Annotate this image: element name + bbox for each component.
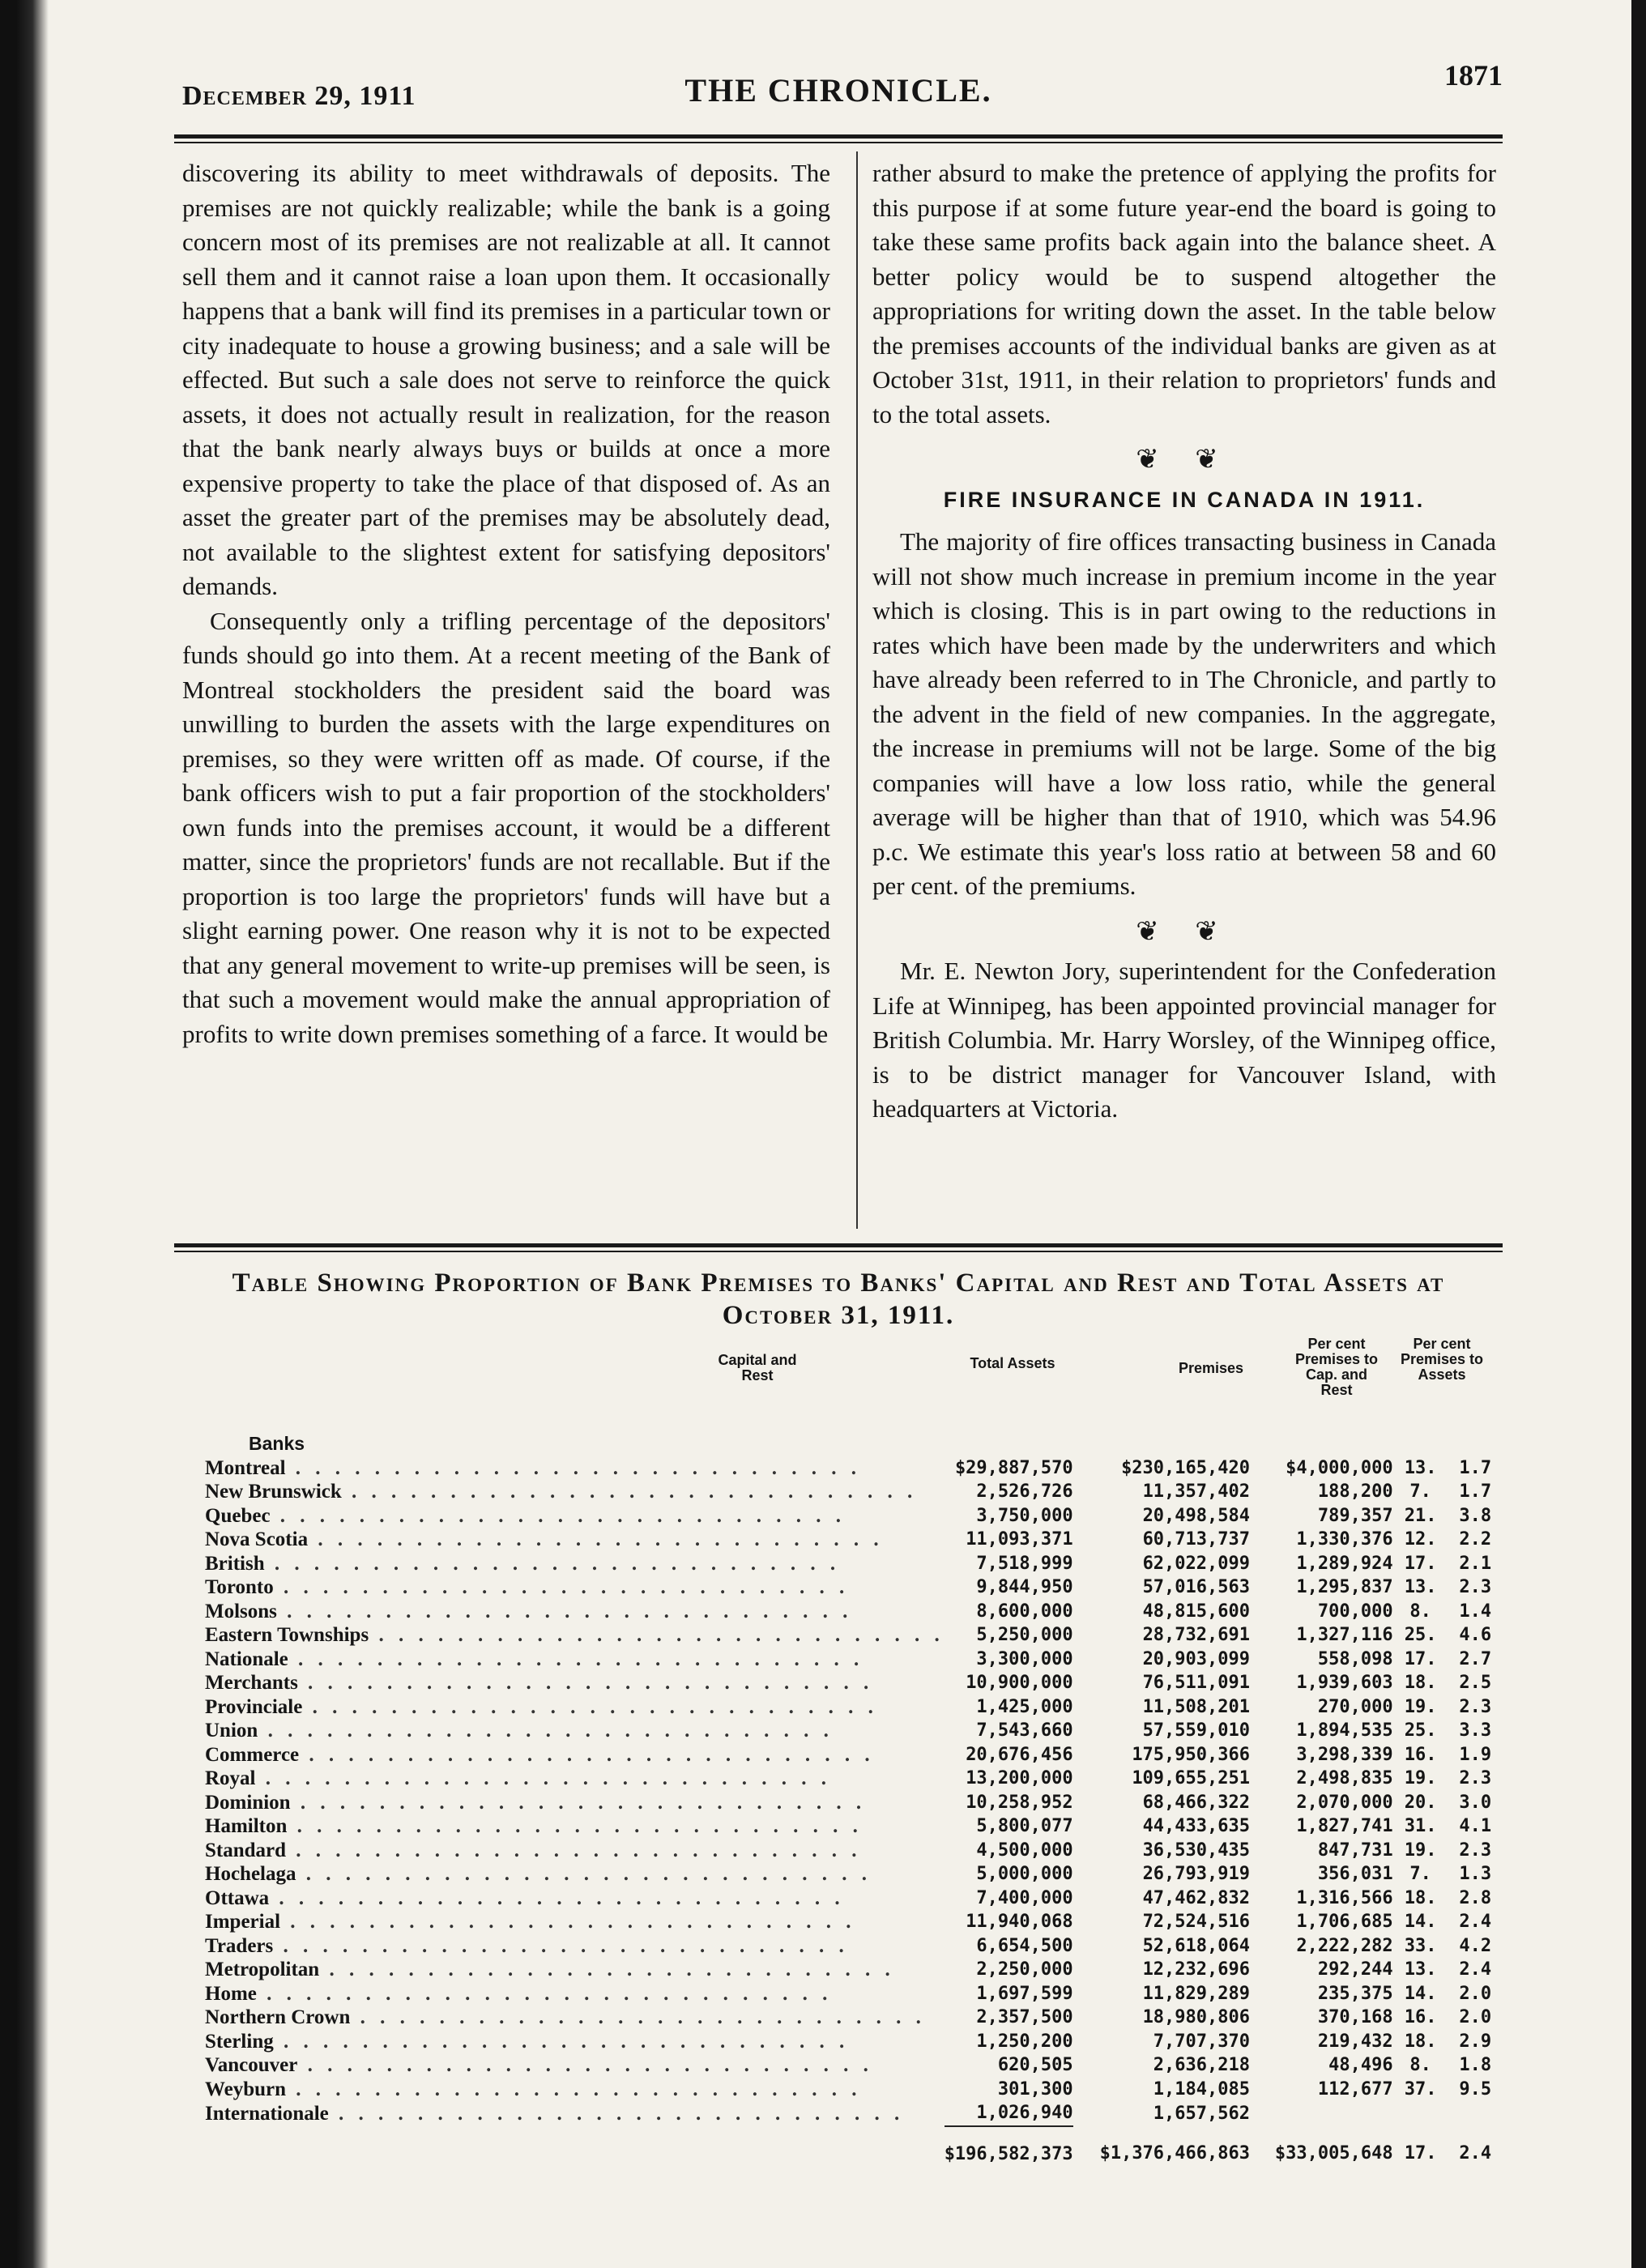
publication-title: THE CHRONICLE. xyxy=(684,72,992,109)
pct-premises-to-assets: 3.3 xyxy=(1459,1720,1492,1741)
premises-value: 3,298,339 xyxy=(1296,1744,1393,1765)
pct-premises-to-assets: 2.9 xyxy=(1459,2031,1492,2052)
table-row xyxy=(205,1814,1503,1839)
total-assets: 1,657,562 xyxy=(1153,2103,1251,2124)
leader-dots: . . . . . . . . . . . . . . . . . . . . . . . . . . . . . xyxy=(270,1504,846,1527)
capital-and-rest: 1,026,940 xyxy=(976,2103,1073,2123)
capital-and-rest: 9,844,950 xyxy=(976,1577,1073,1597)
premises-value: 219,432 xyxy=(1317,2031,1393,2052)
pct-premises-to-assets xyxy=(1448,2101,1503,2126)
bank-label: Eastern Townships xyxy=(205,1624,369,1646)
table-rule xyxy=(174,1243,1503,1247)
premises-value: 1,939,603 xyxy=(1296,1673,1393,1693)
premises-value xyxy=(1250,2101,1393,2126)
table-row xyxy=(205,1886,1503,1911)
capital-and-rest: 4,500,000 xyxy=(976,1840,1073,1861)
bank-name xyxy=(205,1767,945,1791)
pct-premises-to-cap: 7. xyxy=(1409,1864,1431,1884)
total-assets: 11,829,289 xyxy=(1142,1983,1251,2004)
bank-label: Royal xyxy=(205,1767,256,1789)
bank-label: Toronto xyxy=(205,1576,274,1598)
table-row xyxy=(205,1743,1503,1767)
total-assets: 68,466,322 xyxy=(1142,1792,1251,1813)
premises-value: 789,357 xyxy=(1317,1505,1393,1526)
bank-label: New Brunswick xyxy=(205,1481,342,1503)
bank-name xyxy=(205,1552,945,1576)
header-pct-cap: Per cent Premises to Cap. and Rest xyxy=(1294,1336,1379,1398)
bank-data-table xyxy=(205,1432,1503,2171)
premises-value: 1,295,837 xyxy=(1296,1577,1393,1597)
table-row xyxy=(205,2101,1503,2126)
bank-name xyxy=(205,1623,945,1648)
total-assets: 20,903,099 xyxy=(1142,1648,1251,1669)
premises-value: 2,222,282 xyxy=(1296,1935,1393,1956)
pct-premises-to-assets: 2.3 xyxy=(1459,1840,1492,1861)
premises-value: 2,070,000 xyxy=(1296,1792,1393,1813)
pct-premises-to-cap: 37. xyxy=(1404,2078,1437,2100)
pct-premises-to-cap: 8. xyxy=(1409,1601,1431,1622)
bank-name xyxy=(205,2006,945,2030)
total-assets: 7,707,370 xyxy=(1153,2031,1251,2052)
total-pct-cap: 17. xyxy=(1404,2143,1437,2164)
bank-name xyxy=(205,1575,945,1600)
table-title xyxy=(174,1267,1503,1332)
capital-and-rest: 1,697,599 xyxy=(976,1983,1073,2004)
table-row xyxy=(205,1839,1503,1863)
bank-label: Nationale xyxy=(205,1648,288,1670)
continuation-paragraph: rather absurd to make the pretence of applying the profits for this purpose if at some future year-end the board is going to take these same profits back again into the balance sheet. A better policy would be to suspend altogether the appropriations for writing down the asset. In the table below the premises accounts of the individual banks are given as at October 31st, 1911, in their relation to proprietors' funds and to the total assets. xyxy=(872,159,1496,428)
bank-label: Ottawa xyxy=(205,1886,270,1909)
total-assets: 1,184,085 xyxy=(1153,2078,1251,2100)
premises-value: 558,098 xyxy=(1317,1648,1393,1669)
header-pct-assets: Per cent Premises to Assets xyxy=(1400,1336,1484,1383)
bank-label: Commerce xyxy=(205,1743,300,1766)
capital-and-rest: 3,300,000 xyxy=(976,1648,1073,1669)
bank-label: Imperial xyxy=(205,1911,281,1933)
premises-value: 1,827,741 xyxy=(1296,1816,1393,1836)
capital-and-rest: 2,250,000 xyxy=(976,1959,1073,1980)
pct-premises-to-assets: 2.0 xyxy=(1459,2007,1492,2027)
total-assets: 18,980,806 xyxy=(1142,2007,1251,2027)
pct-premises-to-assets: 2.4 xyxy=(1459,1959,1492,1980)
bank-name xyxy=(205,1862,945,1886)
premises-value: 1,706,685 xyxy=(1296,1912,1393,1932)
premises-value: 847,731 xyxy=(1317,1840,1393,1861)
premises-value: 1,330,376 xyxy=(1296,1529,1393,1550)
header-capital: Capital and Rest xyxy=(718,1352,797,1383)
total-assets: 72,524,516 xyxy=(1142,1912,1251,1932)
total-premises: $33,005,648 xyxy=(1274,2143,1393,2164)
capital-and-rest: 3,750,000 xyxy=(976,1505,1073,1526)
capital-and-rest: 5,250,000 xyxy=(976,1625,1073,1645)
leader-dots: . . . . . . . . . . . . . . . . . . . . . . . . . . . . . xyxy=(302,1695,878,1718)
pct-premises-to-cap: 19. xyxy=(1404,1768,1437,1788)
premises-value: 2,498,835 xyxy=(1296,1768,1393,1788)
pct-premises-to-cap: 7. xyxy=(1409,1481,1431,1502)
total-assets: 175,950,366 xyxy=(1132,1744,1251,1765)
pct-premises-to-assets: 2.2 xyxy=(1459,1529,1492,1550)
total-assets: $230,165,420 xyxy=(1121,1457,1251,1478)
bank-name xyxy=(205,1671,945,1695)
fire-insurance-heading: FIRE INSURANCE IN CANADA IN 1911. xyxy=(943,487,1426,512)
table-title-line-1: Table Showing Proportion of Bank Premises to Banks' Capital and Rest and Total Assets at xyxy=(232,1268,1445,1298)
premises-value: 292,244 xyxy=(1317,1959,1393,1980)
total-assets: 2,636,218 xyxy=(1153,2055,1251,2075)
total-assets: 62,022,099 xyxy=(1142,1553,1251,1574)
leader-dots: . . . . . . . . . . . . . . . . . . . . . . . . . . . . . xyxy=(299,1743,875,1766)
total-label xyxy=(205,2126,945,2171)
capital-and-rest: 7,543,660 xyxy=(976,1720,1073,1741)
capital-and-rest: 2,526,726 xyxy=(976,1481,1073,1502)
total-assets: 52,618,064 xyxy=(1142,1935,1251,1956)
leader-dots: . . . . . . . . . . . . . . . . . . . . . . . . . . . . . xyxy=(308,1528,884,1550)
premises-table xyxy=(174,1336,1503,2163)
premises-value: 1,316,566 xyxy=(1296,1887,1393,1908)
total-assets: 57,559,010 xyxy=(1142,1720,1251,1741)
table-row xyxy=(205,2006,1503,2030)
pct-premises-to-assets: 4.6 xyxy=(1459,1625,1492,1645)
table-row xyxy=(205,1504,1503,1528)
bank-name xyxy=(205,2101,945,2126)
bank-label: Provinciale xyxy=(205,1695,303,1718)
table-title-line-2: October 31, 1911. xyxy=(722,1301,955,1330)
leader-dots: . . . . . . . . . . . . . . . . . . . . . . . . . . . . . xyxy=(288,1648,864,1670)
leader-dots: . . . . . . . . . . . . . . . . . . . . . . . . . . . . . xyxy=(276,1600,853,1622)
pct-premises-to-assets: 1.9 xyxy=(1459,1744,1492,1765)
total-assets: 36,530,435 xyxy=(1142,1840,1251,1861)
pct-premises-to-cap: 20. xyxy=(1404,1792,1437,1813)
section-ornament: ❦ ❦ xyxy=(1136,445,1233,475)
bank-name xyxy=(205,2053,945,2078)
pct-premises-to-assets: 2.1 xyxy=(1459,1553,1492,1574)
bank-label: Merchants xyxy=(205,1672,298,1694)
bank-name xyxy=(205,1982,945,2006)
bank-label: Vancouver xyxy=(205,2054,298,2076)
total-assets: 20,498,584 xyxy=(1142,1505,1251,1526)
bank-label: Nova Scotia xyxy=(205,1528,309,1550)
leader-dots: . . . . . . . . . . . . . . . . . . . . . . . . . . . . . xyxy=(341,1481,918,1503)
pct-premises-to-cap: 19. xyxy=(1404,1840,1437,1861)
table-row xyxy=(205,1671,1503,1695)
total-assets: 57,016,563 xyxy=(1142,1577,1251,1597)
bank-label: Metropolitan xyxy=(205,1959,320,1980)
capital-and-rest: 1,425,000 xyxy=(976,1696,1073,1717)
table-row xyxy=(205,1719,1503,1743)
header-rule xyxy=(174,134,1503,139)
pct-premises-to-cap: 25. xyxy=(1404,1625,1437,1645)
bank-name xyxy=(205,1743,945,1767)
leader-dots: . . . . . . . . . . . . . . . . . . . . . . . . . . . . . xyxy=(286,2078,862,2100)
bank-name xyxy=(205,1695,945,1720)
pct-premises-to-assets: 4.2 xyxy=(1459,1935,1492,1956)
total-assets: 109,655,251 xyxy=(1132,1768,1251,1788)
leader-dots: . . . . . . . . . . . . . . . . . . . . . . . . . . . . . xyxy=(297,2054,873,2076)
bank-name xyxy=(205,1886,945,1911)
capital-and-rest: 6,654,500 xyxy=(976,1935,1073,1956)
capital-and-rest: 7,518,999 xyxy=(976,1553,1073,1574)
capital-and-rest: 620,505 xyxy=(997,2055,1073,2075)
bank-label: Weyburn xyxy=(205,2078,287,2100)
bank-name xyxy=(205,1910,945,1934)
premises-value: 112,677 xyxy=(1317,2078,1393,2100)
table-row xyxy=(205,1910,1503,1934)
pct-premises-to-assets: 2.7 xyxy=(1459,1648,1492,1669)
jory-appointment-paragraph: Mr. E. Newton Jory, superintendent for the Confederation Life at Winnipeg, has been appointed provincial manager for British Columbia. Mr. Harry Worsley, of the Winnipeg office, is to be district manager for Vancouver Island, with headquarters at Victoria. xyxy=(872,957,1496,1123)
capital-and-rest: 20,676,456 xyxy=(966,1744,1073,1765)
pct-premises-to-cap: 21. xyxy=(1404,1505,1437,1526)
table-row xyxy=(205,1695,1503,1720)
banks-header-row xyxy=(205,1432,1503,1456)
pct-premises-to-cap: 14. xyxy=(1404,1983,1437,2004)
table-row xyxy=(205,1767,1503,1791)
pct-premises-to-cap: 16. xyxy=(1404,2007,1437,2027)
capital-and-rest: 1,250,200 xyxy=(976,2031,1073,2052)
header-rule-thin xyxy=(174,142,1503,143)
pct-premises-to-cap: 13. xyxy=(1404,1577,1437,1597)
leader-dots: . . . . . . . . . . . . . . . . . . . . . . . . . . . . . xyxy=(256,1982,833,2005)
column-divider xyxy=(856,151,858,1229)
capital-and-rest: 8,600,000 xyxy=(976,1601,1073,1622)
bank-label: Dominion xyxy=(205,1791,291,1814)
bank-label: Traders xyxy=(205,1934,274,1957)
bank-label: Sterling xyxy=(205,2030,274,2053)
leader-dots: . . . . . . . . . . . . . . . . . . . . . . . . . . . . . xyxy=(285,1456,862,1479)
pct-premises-to-assets: 1.7 xyxy=(1459,1457,1492,1478)
total-assets: 44,433,635 xyxy=(1142,1816,1251,1836)
capital-and-rest: 13,200,000 xyxy=(966,1768,1073,1788)
bank-label: Quebec xyxy=(205,1504,271,1527)
leader-dots: . . . . . . . . . . . . . . . . . . . . . . . . . . . . . xyxy=(273,1934,849,1957)
leader-dots: . . . . . . . . . . . . . . . . . . . . . . . . . . . . . xyxy=(296,1863,872,1885)
header-banks: Banks xyxy=(249,1433,305,1454)
bank-name xyxy=(205,1504,945,1528)
table-row xyxy=(205,1528,1503,1552)
bank-name xyxy=(205,1456,945,1481)
table-row xyxy=(205,2053,1503,2078)
capital-and-rest: $29,887,570 xyxy=(954,1457,1073,1478)
table-row xyxy=(205,1600,1503,1624)
bank-label: Union xyxy=(205,1720,258,1742)
table-row xyxy=(205,2030,1503,2054)
left-column xyxy=(182,156,830,1051)
right-column xyxy=(872,156,1496,1127)
table-row xyxy=(205,1456,1503,1481)
table-row xyxy=(205,1791,1503,1815)
pct-premises-to-cap: 13. xyxy=(1404,1457,1437,1478)
premises-value: 1,894,535 xyxy=(1296,1720,1393,1741)
table-row xyxy=(205,1480,1503,1504)
section-ornament-2: ❦ ❦ xyxy=(1136,916,1233,947)
bank-label: Molsons xyxy=(205,1600,277,1622)
leader-dots: . . . . . . . . . . . . . . . . . . . . . . . . . . . . . xyxy=(328,2102,905,2125)
table-row xyxy=(205,2078,1503,2102)
pct-premises-to-cap: 19. xyxy=(1404,1696,1437,1717)
premises-value: $4,000,000 xyxy=(1286,1457,1393,1478)
total-assets: 11,508,201 xyxy=(1142,1696,1251,1717)
pct-premises-to-cap: 18. xyxy=(1404,1887,1437,1908)
totals-row xyxy=(205,2126,1503,2171)
total-assets: 48,815,600 xyxy=(1142,1601,1251,1622)
total-assets: 11,357,402 xyxy=(1142,1481,1251,1502)
premises-value: 188,200 xyxy=(1317,1481,1393,1502)
premises-value: 1,327,116 xyxy=(1296,1625,1393,1645)
total-assets: 47,462,832 xyxy=(1142,1887,1251,1908)
capital-and-rest: 5,800,077 xyxy=(976,1816,1073,1836)
bank-name xyxy=(205,1958,945,1982)
table-row xyxy=(205,1575,1503,1600)
premises-value: 356,031 xyxy=(1317,1864,1393,1884)
premises-value: 270,000 xyxy=(1317,1696,1393,1717)
bank-name xyxy=(205,1791,945,1815)
pct-premises-to-assets: 2.8 xyxy=(1459,1887,1492,1908)
leader-dots: . . . . . . . . . . . . . . . . . . . . . . . . . . . . . xyxy=(273,2030,850,2053)
pct-premises-to-cap: 17. xyxy=(1404,1648,1437,1669)
bank-label: Standard xyxy=(205,1839,287,1861)
bank-label: Hamilton xyxy=(205,1815,288,1837)
total-capital: $196,582,373 xyxy=(945,2126,1073,2171)
leader-dots: . . . . . . . . . . . . . . . . . . . . . . . . . . . . . xyxy=(286,1839,862,1861)
bank-name xyxy=(205,1814,945,1839)
pct-premises-to-cap: 18. xyxy=(1404,2031,1437,2052)
leader-dots: . . . . . . . . . . . . . . . . . . . . . . . . . . . . . xyxy=(255,1767,831,1789)
pct-premises-to-cap: 14. xyxy=(1404,1912,1437,1932)
leader-dots: . . . . . . . . . . . . . . . . . . . . . . . . . . . . . xyxy=(319,1959,895,1980)
page-right-edge xyxy=(1631,0,1646,2268)
bank-name xyxy=(205,2030,945,2054)
bank-label: British xyxy=(205,1552,265,1575)
pct-premises-to-cap xyxy=(1393,2101,1448,2126)
table-row xyxy=(205,1552,1503,1576)
premises-value: 48,496 xyxy=(1328,2055,1393,2075)
page-binding-edge xyxy=(0,0,49,2268)
bank-label: Montreal xyxy=(205,1456,286,1479)
pct-premises-to-assets: 1.8 xyxy=(1459,2055,1492,2075)
pct-premises-to-assets: 4.1 xyxy=(1459,1816,1492,1836)
left-paragraph-1: discovering its ability to meet withdrawals of deposits. The premises are not quickly realizable; while the bank is a going concern most of its premises are not realizable at all. It cannot sell them and it cannot raise a loan upon them. It occasionally happens that a bank will find its premises in a particular town or city inadequate to house a growing business; and a sale will be effected. But such a sale does not serve to reinforce the quick assets, it does not actually result in realization, for the reason that the bank nearly always buys or builds at once a more expensive property to take the place of that disposed of. As an asset the greater part of the premises may be absolutely dead, not available to the slightest extent for satisfying depositors' demands. xyxy=(182,159,830,600)
total-assets: $1,376,466,863 xyxy=(1099,2143,1251,2164)
leader-dots: . . . . . . . . . . . . . . . . . . . . . . . . . . . . . xyxy=(280,1911,856,1933)
total-pct-assets: 2.4 xyxy=(1459,2143,1492,2164)
leader-dots: . . . . . . . . . . . . . . . . . . . . . . . . . . . . . xyxy=(290,1791,867,1814)
pct-premises-to-cap: 18. xyxy=(1404,1673,1437,1693)
pct-premises-to-cap: 8. xyxy=(1409,2055,1431,2075)
bank-label: Home xyxy=(205,1982,257,2005)
pct-premises-to-assets: 1.3 xyxy=(1459,1864,1492,1884)
leader-dots: . . . . . . . . . . . . . . . . . . . . . . . . . . . . . xyxy=(273,1576,850,1598)
total-assets: 60,713,737 xyxy=(1142,1529,1251,1550)
pct-premises-to-cap: 31. xyxy=(1404,1816,1437,1836)
pct-premises-to-cap: 12. xyxy=(1404,1529,1437,1550)
pct-premises-to-assets: 2.0 xyxy=(1459,1983,1492,2004)
premises-value: 235,375 xyxy=(1317,1983,1393,2004)
fire-insurance-paragraph: The majority of fire offices transacting business in Canada will not show much increase in premium income in the year which is closing. This is in part owing to the reductions in rates which have been made by the underwriters and which have already been referred to in The Chronicle, and partly to the advent in the field of new companies. In the aggregate, the increase in premiums will not be large. Some of the big companies will have a low loss ratio, while the general average will be higher than that of 1910, which was 54.96 p.c. We estimate this year's loss ratio at between 58 and 60 per cent. of the premiums. xyxy=(872,527,1496,900)
pct-premises-to-assets: 1.4 xyxy=(1459,1601,1492,1622)
header-premises: Premises xyxy=(1178,1360,1244,1376)
table-row xyxy=(205,1982,1503,2006)
total-assets: 12,232,696 xyxy=(1142,1959,1251,1980)
header-total-assets: Total Assets xyxy=(970,1355,1055,1371)
issue-date: December 29, 1911 xyxy=(182,81,416,111)
pct-premises-to-assets: 2.3 xyxy=(1459,1577,1492,1597)
pct-premises-to-cap: 33. xyxy=(1404,1935,1437,1956)
bank-name xyxy=(205,1648,945,1672)
capital-and-rest: 10,900,000 xyxy=(966,1673,1073,1693)
capital-and-rest: 2,357,500 xyxy=(976,2007,1073,2027)
table-row xyxy=(205,1623,1503,1648)
pct-premises-to-cap: 16. xyxy=(1404,1744,1437,1765)
left-paragraph-2: Consequently only a trifling percentage of the depositors' funds should go into them. At a recent meeting of the Bank of Montreal stockholders the president said the board was unwilling to burden the assets with the large expenditures on premises, so they were written off as made. Of course, if the bank officers wish to put a fair proportion of the stockholders' own funds into the premises account, it would be a different matter, since the proprietors' funds are not recallable. But if the proportion is too large the proprietors' funds will have but a slight earning power. One reason why it is not to be expected that any general movement to write-up premises will be seen, is that such a movement would make the annual appropriation of profits to write down premises something of a farce. It would be xyxy=(182,606,830,1048)
table-row xyxy=(205,1958,1503,1982)
total-assets: 76,511,091 xyxy=(1142,1673,1251,1693)
leader-dots: . . . . . . . . . . . . . . . . . . . . . . . . . . . . . xyxy=(258,1720,834,1742)
pct-premises-to-assets: 1.7 xyxy=(1459,1481,1492,1502)
pct-premises-to-assets: 2.3 xyxy=(1459,1768,1492,1788)
pct-premises-to-assets: 9.5 xyxy=(1459,2078,1492,2100)
pct-premises-to-assets: 3.0 xyxy=(1459,1792,1492,1813)
leader-dots: . . . . . . . . . . . . . . . . . . . . . . . . . . . . . xyxy=(269,1886,845,1909)
capital-and-rest: 7,400,000 xyxy=(976,1887,1073,1908)
pct-premises-to-cap: 17. xyxy=(1404,1553,1437,1574)
page-header xyxy=(174,58,1503,123)
bank-label: Hochelaga xyxy=(205,1863,296,1885)
capital-and-rest: 11,940,068 xyxy=(966,1912,1073,1932)
article-columns xyxy=(174,151,1503,1237)
capital-and-rest: 5,000,000 xyxy=(976,1864,1073,1884)
table-row xyxy=(205,1934,1503,1959)
bank-name xyxy=(205,1600,945,1624)
table-row xyxy=(205,1648,1503,1672)
pct-premises-to-assets: 2.3 xyxy=(1459,1696,1492,1717)
bank-name xyxy=(205,1528,945,1552)
capital-and-rest: 11,093,371 xyxy=(966,1529,1073,1550)
bank-label: Northern Crown xyxy=(205,2006,351,2028)
page-number: 1871 xyxy=(1444,59,1503,92)
premises-value: 700,000 xyxy=(1317,1601,1393,1622)
table-row xyxy=(205,1862,1503,1886)
newspaper-page xyxy=(174,58,1503,2245)
premises-value: 1,289,924 xyxy=(1296,1553,1393,1574)
bank-name xyxy=(205,1934,945,1959)
leader-dots: . . . . . . . . . . . . . . . . . . . . . . . . . . . . . xyxy=(350,2006,926,2028)
bank-name xyxy=(205,1839,945,1863)
pct-premises-to-assets: 3.8 xyxy=(1459,1505,1492,1526)
pct-premises-to-cap: 25. xyxy=(1404,1720,1437,1741)
bank-label: Internationale xyxy=(205,2102,329,2125)
bank-name xyxy=(205,1719,945,1743)
total-assets: 28,732,691 xyxy=(1142,1625,1251,1645)
bank-name xyxy=(205,2078,945,2102)
leader-dots: . . . . . . . . . . . . . . . . . . . . . . . . . . . . . xyxy=(264,1552,841,1575)
total-assets: 26,793,919 xyxy=(1142,1864,1251,1884)
pct-premises-to-assets: 2.4 xyxy=(1459,1912,1492,1932)
pct-premises-to-cap: 13. xyxy=(1404,1959,1437,1980)
capital-and-rest: 10,258,952 xyxy=(966,1792,1073,1813)
table-rule-thin xyxy=(174,1251,1503,1252)
leader-dots: . . . . . . . . . . . . . . . . . . . . . . . . . . . . . xyxy=(369,1624,945,1646)
leader-dots: . . . . . . . . . . . . . . . . . . . . . . . . . . . . . xyxy=(287,1815,863,1837)
premises-value: 370,168 xyxy=(1317,2007,1393,2027)
pct-premises-to-assets: 2.5 xyxy=(1459,1673,1492,1693)
bank-name xyxy=(205,1480,945,1504)
capital-and-rest: 301,300 xyxy=(997,2078,1073,2100)
leader-dots: . . . . . . . . . . . . . . . . . . . . . . . . . . . . . xyxy=(297,1672,874,1694)
